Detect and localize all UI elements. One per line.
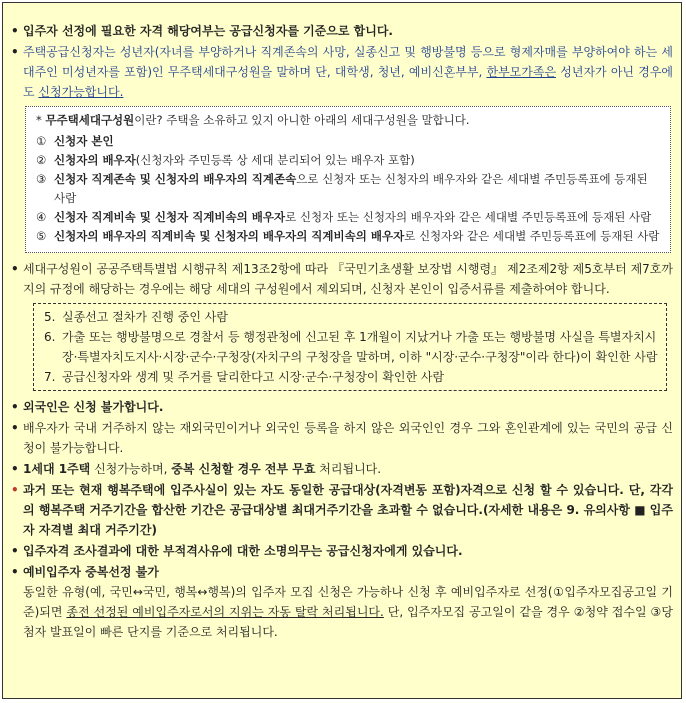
item-text: 공급신청자와 생계 및 주거를 달리한다고 시장·군수·구청장이 확인한 사람 xyxy=(62,370,445,384)
item-text: 실종선고 절차가 진행 중인 사람 xyxy=(62,310,228,324)
text-part: 주택공급신청자는 성년자(자녀를 부양하거나 직계존속의 사망, 실종신고 및 행방불명 등으로 형제자매를 부양하여야 하는 세대주인 미성년자를 포함)인 무주택세대구성원을 말하며 단, 대학생, 청년, 예비신혼부부, xyxy=(23,45,673,79)
item-number: ⑤ xyxy=(36,229,47,243)
bullet-icon: • xyxy=(11,462,19,476)
bullet-text: 입주자 선정에 필요한 자격 해당여부는 공급신청자를 기준으로 합니다. xyxy=(23,24,393,38)
bullet-text xyxy=(23,562,673,642)
member-item xyxy=(36,227,662,246)
item-number: 6. xyxy=(44,330,56,344)
term-bold: 무주택세대구성원 xyxy=(45,113,135,127)
bullet-text: 입주자격 조사결과에 대한 부적격사유에 대한 소명의무는 공급신청자에게 있습니다. xyxy=(23,544,463,558)
item-number: ③ xyxy=(36,172,47,186)
item-bold: 신청자의 배우자 xyxy=(54,153,136,167)
box-heading xyxy=(36,111,662,130)
bullet-text xyxy=(23,42,673,102)
item-number: 5. xyxy=(44,310,56,324)
member-item xyxy=(36,151,662,170)
bullet-icon: • xyxy=(11,565,19,579)
bullet-qualification-basis xyxy=(11,21,673,41)
member-item xyxy=(36,132,662,151)
bullet-reserve-duplicate xyxy=(11,562,673,642)
bullet-spouse-abroad xyxy=(11,418,673,458)
text-part: 신청가능하며, xyxy=(90,462,172,476)
bullet-icon: • xyxy=(11,24,19,38)
bullet-applicant-definition xyxy=(11,42,673,102)
text-bold: 중복 신청할 경우 전부 무효 xyxy=(171,462,316,476)
item-rest: (신청자와 주민등록 상 세대 분리되어 있는 배우자 포함) xyxy=(135,153,415,167)
bullet-foreigner xyxy=(11,397,673,417)
bullet-icon: • xyxy=(11,483,19,497)
bullet-explanation-duty xyxy=(11,541,673,561)
bullet-text: 외국인은 신청 불가합니다. xyxy=(23,400,164,414)
item-number: ④ xyxy=(36,210,47,224)
item-text: 가출 또는 행방불명으로 경찰서 등 행정관청에 신고된 후 1개월이 지났거나 가출 또는 행방불명 사실을 특별자치시장·특별자치도지사·시장·군수·구청장(자치구의 구청장을 말하며, 이하 "시장·군수·구청장"이라 한다)이 확인한 사람 xyxy=(62,330,658,364)
item-number: ① xyxy=(36,134,47,148)
text-part: 성년자가 아닌 경우에도 xyxy=(23,65,673,99)
item-bold: 신청자의 배우자의 직계비속 및 신청자의 배우자의 직계비속의 배우자 xyxy=(54,229,405,243)
excluded-item xyxy=(44,367,658,387)
household-member-definition-box xyxy=(25,106,671,253)
bullet-one-house xyxy=(11,459,673,479)
item-number: 7. xyxy=(44,370,56,384)
item-bold: 신청자 직계비속 및 신청자 직계비속의 배우자 xyxy=(54,210,286,224)
item-number: ② xyxy=(36,153,47,167)
bullet-icon: • xyxy=(11,544,19,558)
bullet-text: 배우자가 국내 거주하지 않는 재외국민이거나 외국인 등록을 하지 않은 외국인인 경우 그와 혼인관계에 있는 국민의 공급 신청이 불가능합니다. xyxy=(23,421,673,455)
item-bold: 신청자 직계존속 및 신청자의 배우자의 직계존속 xyxy=(54,172,297,186)
bullet-text xyxy=(23,459,673,479)
bullet-text: 과거 또는 현재 행복주택에 입주사실이 있는 자도 동일한 공급대상(자격변동 포함)자격으로 신청 할 수 있습니다. 단, 각각의 행복주택 거주기간을 합산한 기간은 공급대상별 최대거주기간을 초과할 수 없습니다.(자세한 내용은 9. 유의사항 ■ 입주자 자격별 최대 거주기간) xyxy=(23,483,673,537)
notice-content xyxy=(11,21,673,643)
bullet-title: 예비입주자 중복선정 불가 xyxy=(23,565,159,579)
item-rest: 로 신청자와 같은 세대별 주민등록표에 등재된 사람 xyxy=(404,229,660,243)
excluded-cases-box xyxy=(33,303,667,391)
excluded-item xyxy=(44,307,658,327)
asterisk: * xyxy=(36,113,42,127)
bullet-past-residence xyxy=(11,480,673,540)
excluded-item xyxy=(44,327,658,367)
underlined-text: 한부모가족은 xyxy=(486,65,557,79)
bullet-icon: • xyxy=(11,400,19,414)
text-bold: 1세대 1주택 xyxy=(23,462,91,476)
item-bold: 신청자 본인 xyxy=(54,134,114,148)
notice-frame xyxy=(2,2,682,699)
underlined-text: 종전 선정된 예비입주자로서의 지위는 자동 탈락 처리됩니다. xyxy=(66,605,384,619)
text-part: 처리됩니다. xyxy=(315,462,382,476)
text-part: 동일한 유형(예, 국민↔국민, 행복↔행복)의 입주자 모집 신청은 가능하나 신청 후 예비입주자로 선정(①입주자모집공고일 기준)되면 xyxy=(23,585,673,619)
underlined-text: 신청가능합니다. xyxy=(38,85,124,99)
member-item xyxy=(36,170,662,208)
text-part: 단, 입주자모집 공고일이 같을 경우 ②청약 접수일 ③당첨자 발표일이 빠른 단지를 기준으로 처리됩니다. xyxy=(23,605,673,639)
bullet-excluded-members xyxy=(11,259,673,299)
bullet-icon: • xyxy=(11,262,19,276)
bullet-text: 세대구성원이 공공주택특별법 시행규칙 제13조2항에 따라 『국민기초생활 보장법 시행령』 제2조제2항 제5호부터 제7호까지의 규정에 해당하는 경우에는 해당 세대의 구성원에서 제외되며, 신청자 본인이 입증서류를 제출하여야 합니다. xyxy=(23,262,673,296)
bullet-icon: • xyxy=(11,45,19,59)
item-rest: 로 신청자 또는 신청자의 배우자와 같은 세대별 주민등록표에 등재된 사람 xyxy=(285,210,652,224)
term-definition: 이란? 주택을 소유하고 있지 아니한 아래의 세대구성원을 말합니다. xyxy=(134,113,470,127)
item-rest: 으로 신청자 또는 신청자의 배우자와 같은 세대별 주민등록표에 등재된 사람 xyxy=(54,172,648,205)
member-item xyxy=(36,208,662,227)
bullet-icon: • xyxy=(11,421,19,435)
